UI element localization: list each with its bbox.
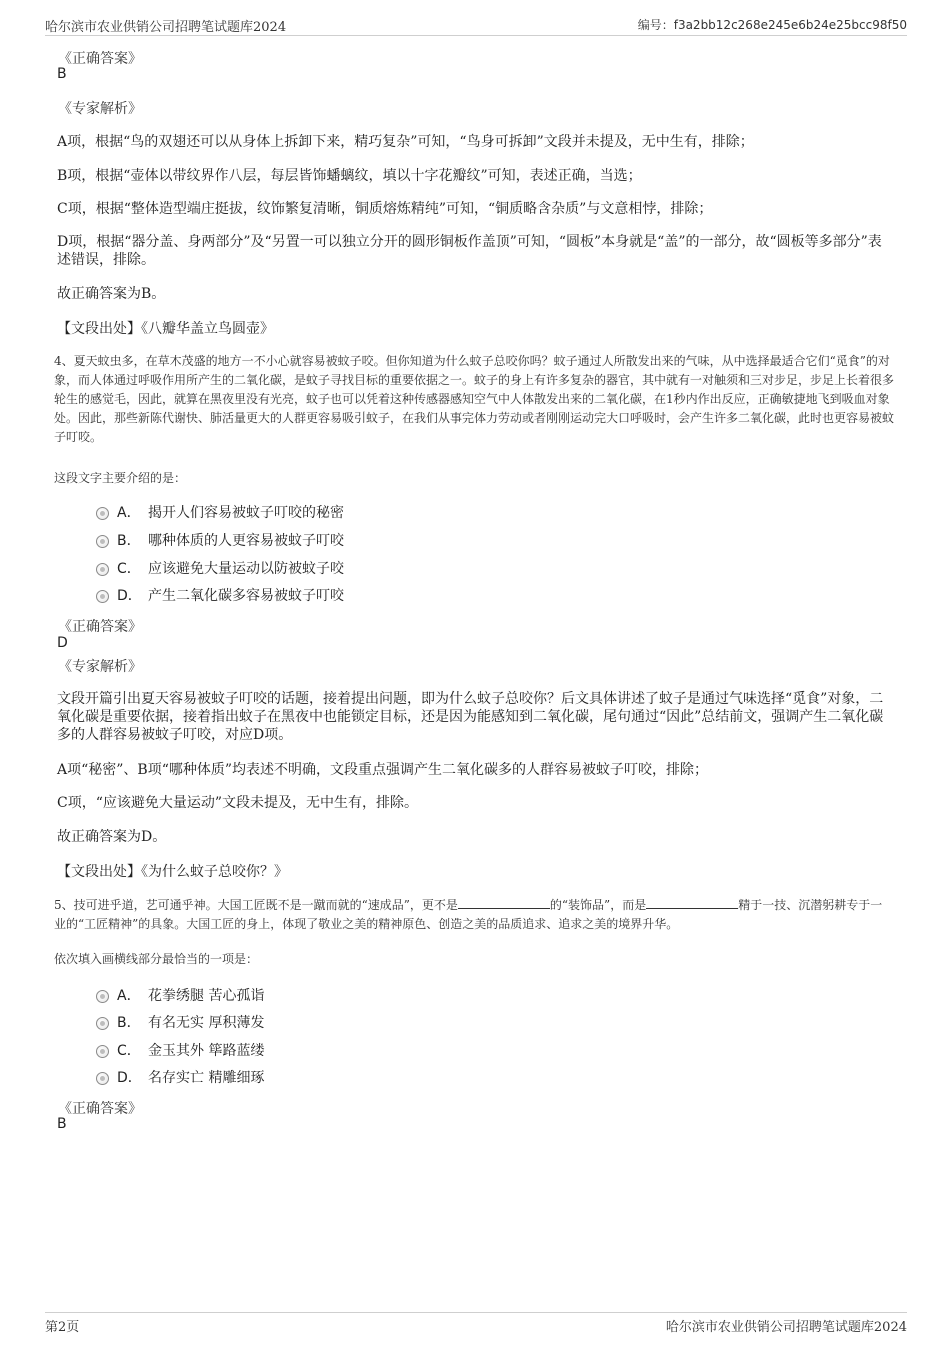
q5-question-part2: 的“装饰品”，而是 bbox=[549, 898, 647, 912]
q5-answer-label: 《正确答案》 bbox=[58, 1101, 142, 1117]
q5-question bbox=[54, 896, 894, 934]
option-key: A． bbox=[117, 988, 141, 1004]
q4-analysis-c: C项，“应该避免大量运动”文段未提及，无中生有，排除。 bbox=[57, 795, 419, 811]
q3-analysis-a: A项，根据“鸟的双翅还可以从身体上拆卸下来，精巧复杂”可知，“鸟身可拆卸”文段并未提及，无中生有，排除； bbox=[57, 134, 754, 150]
option-text: 名存实亡 精雕细琢 bbox=[148, 1070, 265, 1086]
q4-analysis-label: 《专家解析》 bbox=[58, 659, 142, 675]
q4-answer-label: 《正确答案》 bbox=[58, 619, 142, 635]
option-text: 金玉其外 筚路蓝缕 bbox=[148, 1043, 265, 1059]
q4-prompt: 这段文字主要介绍的是： bbox=[54, 471, 187, 485]
option-key: B． bbox=[117, 533, 141, 549]
blank-1 bbox=[458, 898, 550, 909]
option-text: 花拳绣腿 苦心孤诣 bbox=[148, 988, 265, 1004]
footer-title: 哈尔滨市农业供销公司招聘笔试题库2024 bbox=[665, 1320, 907, 1335]
radio-icon[interactable] bbox=[96, 1017, 109, 1030]
q4-answer: D bbox=[57, 635, 68, 651]
option-text: 揭开人们容易被蚊子叮咬的秘密 bbox=[148, 505, 344, 521]
q3-analysis-label: 《专家解析》 bbox=[58, 101, 142, 117]
radio-icon[interactable] bbox=[96, 563, 109, 576]
q5-answer: B bbox=[57, 1116, 67, 1132]
option-key: B． bbox=[117, 1015, 141, 1031]
q3-analysis-d: D项，根据“器分盖、身两部分”及“另置一可以独立分开的圆形铜板作盖顶”可知，“圆板”本身就是“盖”的一部分，故“圆板等多部分”表述错误，排除。 bbox=[57, 234, 882, 268]
q4-conclusion: 故正确答案为D。 bbox=[57, 829, 167, 845]
q4-analysis-ab: A项“秘密”、B项“哪种体质”均表述不明确，文段重点强调产生二氧化碳多的人群容易被蚊子叮咬，排除； bbox=[57, 762, 709, 778]
option-text: 产生二氧化碳多容易被蚊子叮咬 bbox=[148, 588, 344, 604]
q5-prompt: 依次填入画横线部分最恰当的一项是： bbox=[54, 952, 259, 966]
page-number: 第2页 bbox=[45, 1320, 80, 1335]
document-id: 编号：f3a2bb12c268e245e6b24e25bcc98f50 bbox=[637, 18, 907, 32]
option-key: A． bbox=[117, 505, 141, 521]
q3-source: 【文段出处】《八瓣华盖立鸟圆壶》 bbox=[57, 321, 274, 337]
option-text: 哪种体质的人更容易被蚊子叮咬 bbox=[148, 533, 344, 549]
q3-analysis-c: C项，根据“整体造型端庄挺拔，纹饰繁复清晰，铜质熔炼精纯”可知，“铜质略含杂质”与文意相悖，排除； bbox=[57, 201, 713, 217]
radio-icon[interactable] bbox=[96, 535, 109, 548]
radio-icon[interactable] bbox=[96, 590, 109, 603]
page-footer bbox=[45, 1312, 907, 1335]
blank-2 bbox=[646, 898, 738, 909]
option-text: 有名无实 厚积薄发 bbox=[148, 1015, 265, 1031]
page-header bbox=[45, 16, 907, 36]
option-key: C． bbox=[117, 1043, 141, 1059]
q4-source: 【文段出处】《为什么蚊子总咬你？》 bbox=[57, 864, 288, 880]
q5-question-part1: 5、技可进乎道，艺可通乎神。大国工匠既不是一蹴而就的“速成品”，更不是 bbox=[54, 898, 458, 912]
radio-icon[interactable] bbox=[96, 1072, 109, 1085]
q3-analysis-b: B项，根据“壶体以带纹界作八层，每层皆饰蟠螭纹，填以十字花瓣纹”可知，表述正确，当选； bbox=[57, 168, 642, 184]
q4-analysis-main: 文段开篇引出夏天容易被蚊子叮咬的话题，接着提出问题，即为什么蚊子总咬你？后文具体讲述了蚊子是通过气味选择“觅食”对象，二氧化碳是重要依据，接着指出蚊子在黑夜中也能锁定目标，还是因为能感知到二氧化碳，尾句通过“因此”总结前文，强调产生二氧化碳多的人群容易被蚊子叮咬，对应D项。 bbox=[57, 691, 884, 743]
radio-icon[interactable] bbox=[96, 507, 109, 520]
q3-conclusion: 故正确答案为B。 bbox=[57, 286, 166, 302]
option-key: D． bbox=[117, 588, 142, 604]
option-key: C． bbox=[117, 561, 141, 577]
q4-question: 4、夏天蚊虫多，在草木茂盛的地方一不小心就容易被蚊子咬。但你知道为什么蚊子总咬你吗？蚊子通过人所散发出来的气味，从中选择最适合它们“觅食”的对象，而人体通过呼吸作用所产生的二氧化碳，是蚊子寻找目标的重要依据之一。蚊子的身上有许多复杂的器官，其中就有一对触须和三对步足，步足上长着很多轮生的感觉毛，因此，就算在黑夜里没有光亮，蚊子也可以凭着这种传感器感知空气中人体散发出来的二氧化碳，在1秒内作出反应，正确敏捷地飞到吸血对象处。因此，那些新陈代谢快、肺活量更大的人群更容易吸引蚊子，在我们从事完体力劳动或者刚刚运动完大口呼吸时，会产生许多二氧化碳，此时也更容易被蚊子叮咬。 bbox=[54, 354, 895, 444]
radio-icon[interactable] bbox=[96, 990, 109, 1003]
q5-question-part3: 精于一技、沉潜躬耕专于一业的“工匠精神”的具象。大国工匠的身上，体现了敬业之美的精神原色、创造之美的品质追求、追求之美的境界升华。 bbox=[54, 898, 883, 931]
q3-answer-label: 《正确答案》 bbox=[58, 51, 142, 67]
q3-answer: B bbox=[57, 66, 67, 82]
radio-icon[interactable] bbox=[96, 1045, 109, 1058]
option-key: D． bbox=[117, 1070, 142, 1086]
option-text: 应该避免大量运动以防被蚊子咬 bbox=[148, 561, 344, 577]
header-title: 哈尔滨市农业供销公司招聘笔试题库2024 bbox=[45, 20, 287, 35]
